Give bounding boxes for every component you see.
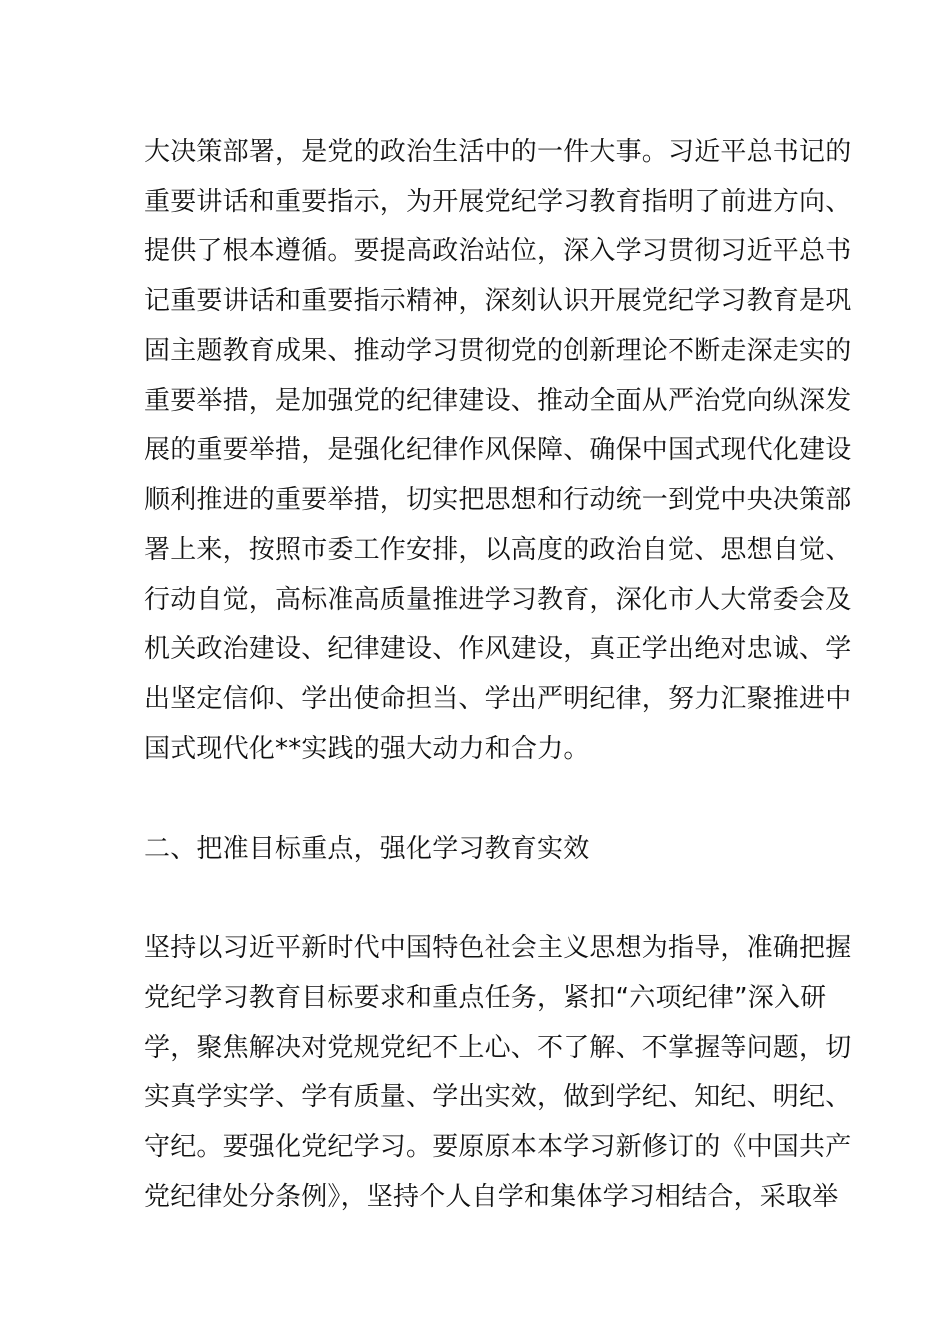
paragraph-line: 提供了根本遵循。要提高政治站位，深入学习贯彻习近平总书 <box>144 236 852 266</box>
paragraph-line: 顺利推进的重要举措，切实把思想和行动统一到党中央决策部 <box>144 485 852 515</box>
paragraph-line: 重要举措，是加强党的纪律建设、推动全面从严治党向纵深发 <box>144 386 852 416</box>
paragraph-line: 实真学实学、学有质量、学出实效，做到学纪、知纪、明纪、 <box>144 1082 852 1112</box>
paragraph-line: 党纪律处分条例》，坚持个人自学和集体学习相结合，采取举 <box>144 1182 839 1212</box>
paragraph-line: 重要讲话和重要指示，为开展党纪学习教育指明了前进方向、 <box>144 187 852 217</box>
section-heading: 二、把准目标重点，强化学习教育实效 <box>144 834 590 864</box>
paragraph-line: 机关政治建设、纪律建设、作风建设，真正学出绝对忠诚、学 <box>144 634 852 664</box>
paragraph-line: 展的重要举措，是强化纪律作风保障、确保中国式现代化建设 <box>144 435 852 465</box>
paragraph-line: 国式现代化**实践的强大动力和合力。 <box>144 734 590 764</box>
paragraph-line: 行动自觉，高标准高质量推进学习教育，深化市人大常委会及 <box>144 585 852 615</box>
paragraph-line: 大决策部署，是党的政治生活中的一件大事。习近平总书记的 <box>144 137 852 167</box>
paragraph-line: 固主题教育成果、推动学习贯彻党的创新理论不断走深走实的 <box>144 336 852 366</box>
paragraph-line: 记重要讲话和重要指示精神，深刻认识开展党纪学习教育是巩 <box>144 286 852 316</box>
paragraph-line: 署上来，按照市委工作安排，以高度的政治自觉、思想自觉、 <box>144 535 852 565</box>
paragraph-line: 学，聚焦解决对党规党纪不上心、不了解、不掌握等问题，切 <box>144 1033 852 1063</box>
paragraph-line: 守纪。要强化党纪学习。要原原本本学习新修订的《中国共产 <box>144 1132 852 1162</box>
paragraph-line: 党纪学习教育目标要求和重点任务，紧扣“六项纪律”深入研 <box>144 983 827 1013</box>
paragraph-line: 坚持以习近平新时代中国特色社会主义思想为指导，准确把握 <box>144 933 852 963</box>
paragraph-line: 出坚定信仰、学出使命担当、学出严明纪律，努力汇聚推进中 <box>144 684 852 714</box>
